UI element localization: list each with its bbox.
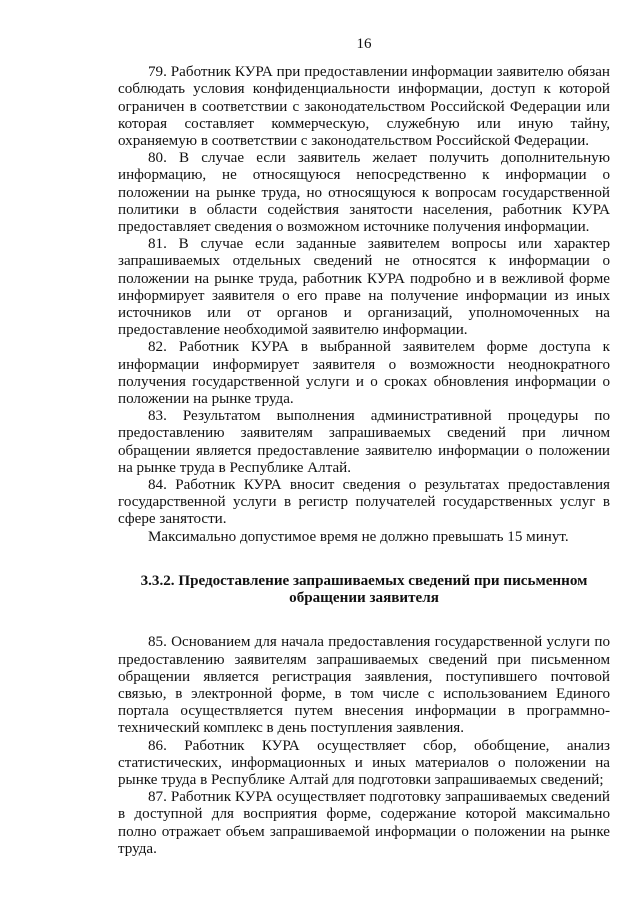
paragraph-80: 80. В случае если заявитель желает получить дополнительную информацию, не относящуюся непосредственно к информации о положении на рынке труда, но относящуюся к вопросам государственной политики в области содействия занятости населения, работник КУРА предоставляет сведения о возможном источнике получения информации. — [118, 150, 610, 236]
paragraph-86: 86. Работник КУРА осуществляет сбор, обобщение, анализ статистических, информационных и иных материалов о положении на рынке труда в Республике Алтай для подготовки запрашиваемых сведений; — [118, 737, 610, 788]
paragraph-85: 85. Основанием для начала предоставления государственной услуги по предоставлению заявителям запрашиваемых сведений при письменном обращении является регистрация заявления, поступившего почтовой связью, в электронной форме, в том числе с использованием Единого портала осуществляется путем внесения информации в программно-технический комплекс в день поступления заявления. — [118, 634, 610, 737]
paragraph-max-time: Максимально допустимое время не должно превышать 15 минут. — [148, 528, 569, 545]
paragraph-84: 84. Работник КУРА вносит сведения о результатах предоставления государственной услуги в регистр получателей государственных услуг в сфере занятости. — [118, 477, 610, 528]
paragraph-82: 82. Работник КУРА в выбранной заявителем форме доступа к информации информирует заявителя о возможности неоднократного получения государственной услуги и о сроках обновления информации о положении на рынке труда. — [118, 339, 610, 408]
paragraph-79: 79. Работник КУРА при предоставлении информации заявителю обязан соблюдать условия конфиденциальности информации, доступ к которой ограничен в соответствии с законодательством Российской Федерации или которая составляет коммерческую, служебную или иную тайну, охраняемую в соответствии с законодательством Российской Федерации. — [118, 64, 610, 150]
document-page — [118, 36, 610, 858]
page-number: 16 — [356, 36, 372, 52]
paragraph-81: 81. В случае если заданные заявителем вопросы или характер запрашиваемых отдельных сведений не относятся к информации о положении на рынке труда, работник КУРА подробно и в вежливой форме информирует заявителя о его праве на получение информации из иных источников или от органов и организаций, уполномоченных на предоставление необходимой заявителю информации. — [118, 236, 610, 339]
paragraph-87: 87. Работник КУРА осуществляет подготовку запрашиваемых сведений в доступной для восприятия форме, содержание которой максимально полно отражает объем запрашиваемой информации о положении на рынке труда. — [118, 789, 610, 857]
paragraph-83: 83. Результатом выполнения административной процедуры по предоставлению заявителям запрашиваемых сведений при личном обращении является предоставление заявителю информации о положении на рынке труда в Республике Алтай. — [118, 408, 610, 476]
section-heading: 3.3.2. Предоставление запрашиваемых сведений при письменном обращении заявителя — [140, 572, 588, 607]
